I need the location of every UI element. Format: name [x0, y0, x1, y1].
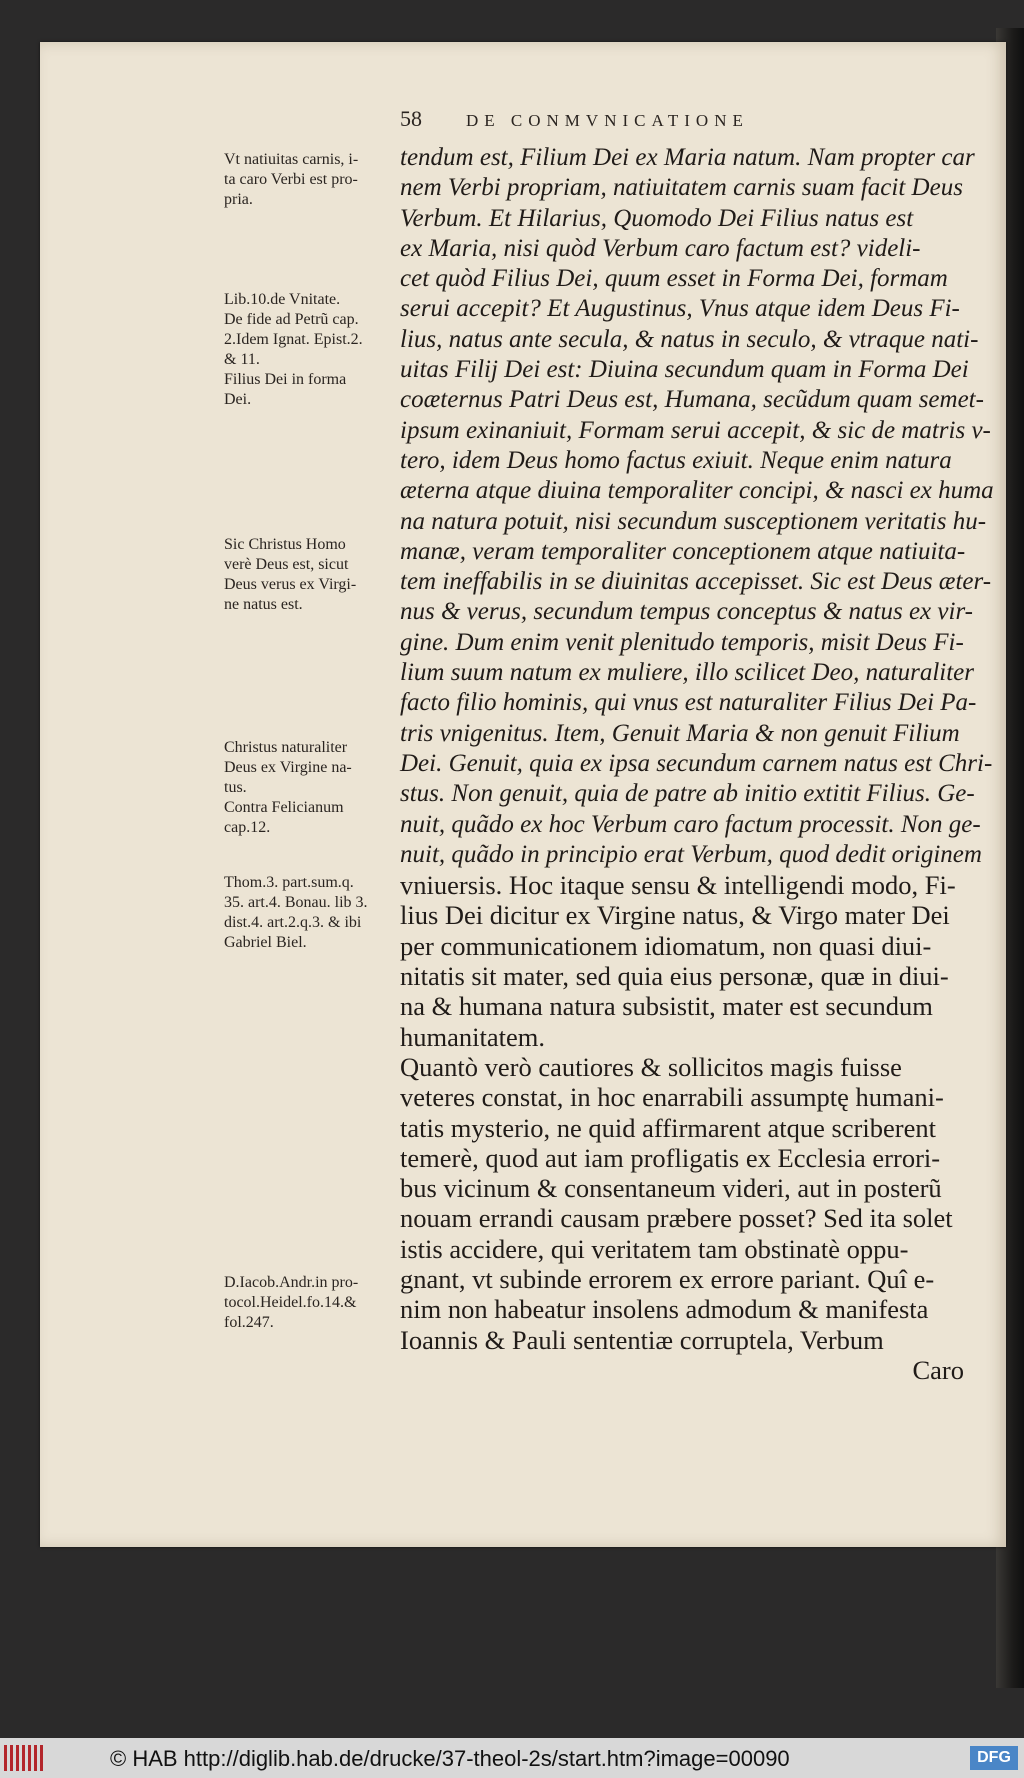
- note-line: fol.247.: [224, 1314, 274, 1331]
- note-line: cap.12.: [224, 819, 271, 836]
- note-line: D.Iacob.Andr.in pro-: [224, 1274, 359, 1291]
- text-line: lius Dei dicitur ex Virgine natus, & Virgo mater Dei: [400, 900, 950, 931]
- note-line: Filius Dei in forma: [224, 371, 347, 388]
- text-line: Verbum. Et Hilarius, Quomodo Dei Filius natus est: [400, 204, 914, 232]
- text-line: manæ, veram temporaliter conceptionem atque natiuita-: [400, 537, 966, 565]
- text-line: tris vnigenitus. Item, Genuit Maria & non genuit Filium: [400, 719, 960, 747]
- text-line: tero, idem Deus homo factus exiuit. Neque enim natura: [400, 446, 952, 474]
- note-line: Christus naturaliter: [224, 739, 348, 756]
- dfg-badge[interactable]: DFG: [970, 1746, 1018, 1770]
- note-line: & 11.: [224, 351, 260, 368]
- note-line: dist.4. art.2.q.3. & ibi: [224, 914, 362, 931]
- text-line: uitas Filij Dei est: Diuina secundum quam in Forma Dei: [400, 356, 969, 384]
- text-line: Ioannis & Pauli sententiæ corruptela, Verbum: [400, 1324, 884, 1355]
- text-line: humanitatem.: [400, 1021, 545, 1052]
- note-line: Sic Christus Homo: [224, 536, 346, 553]
- margin-note: [224, 150, 394, 210]
- note-line: Lib.10.de Vnitate.: [224, 291, 341, 308]
- text-line: ipsum exinaniuit, Formam serui accepit, & sic de matris v-: [400, 416, 991, 444]
- text-line: istis accidere, qui veritatem tam obstinatè oppu-: [400, 1233, 909, 1264]
- note-line: Vt natiuitas carnis, i-: [224, 151, 359, 168]
- margin-note: [224, 738, 394, 838]
- main-text: [400, 143, 994, 1385]
- text-line: nus & verus, secundum tempus conceptus & natus ex vir-: [400, 598, 973, 626]
- text-line: temerè, quod aut iam profligatis ex Ecclesia errori-: [400, 1142, 941, 1173]
- text-line: per communicationem idiomatum, non quasi diui-: [400, 930, 932, 961]
- note-line: 35. art.4. Bonau. lib 3.: [224, 894, 368, 911]
- note-line: verè Deus est, sicut: [224, 556, 349, 573]
- text-line: nim non habeatur insolens admodum & manifesta: [400, 1294, 929, 1325]
- catchword: Caro: [912, 1354, 964, 1385]
- note-line: pria.: [224, 191, 253, 208]
- running-head: [400, 106, 749, 132]
- note-line: ne natus est.: [224, 596, 303, 613]
- text-line: veteres constat, in hoc enarrabili assumptę humani-: [400, 1082, 944, 1113]
- page-number: 58: [400, 106, 422, 131]
- text-line: facto filio hominis, qui vnus est naturaliter Filius Dei Pa-: [400, 689, 977, 717]
- margin-note: [224, 1273, 394, 1333]
- note-line: tus.: [224, 779, 247, 796]
- margin-note: [224, 290, 394, 410]
- text-line: cet quòd Filius Dei, quum esset in Forma Dei, formam: [400, 265, 948, 293]
- note-line: Gabriel Biel.: [224, 934, 307, 951]
- text-line: na & humana natura subsistit, mater est secundum: [400, 991, 933, 1022]
- note-line: Dei.: [224, 391, 252, 408]
- text-line: na natura potuit, nisi secundum susceptionem veritatis hu-: [400, 507, 987, 535]
- margin-note: [224, 873, 394, 953]
- hab-logo-icon: [4, 1745, 44, 1771]
- text-line: gine. Dum enim venit plenitudo temporis, misit Deus Fi-: [400, 628, 964, 656]
- copyright-link[interactable]: © HAB http://diglib.hab.de/drucke/37-theol-2s/start.htm?image=00090: [110, 1746, 790, 1771]
- note-line: Thom.3. part.sum.q.: [224, 874, 354, 891]
- note-line: tocol.Heidel.fo.14.&: [224, 1294, 357, 1311]
- text-line: tatis mysterio, ne quid affirmarent atque scriberent: [400, 1112, 936, 1143]
- note-line: ta caro Verbi est pro-: [224, 171, 358, 188]
- text-line: bus vicinum & consentaneum videri, aut in posterũ: [400, 1173, 942, 1204]
- text-line: tem ineffabilis in se diuinitas accepisset. Sic est Deus æter-: [400, 568, 992, 596]
- running-title: DE CONMVNICATIONE: [466, 111, 749, 130]
- viewer-footer: [0, 1738, 1024, 1778]
- text-line: serui accepit? Et Augustinus, Vnus atque idem Deus Fi-: [400, 295, 960, 323]
- text-line: Dei. Genuit, quia ex ipsa secundum carnem natus est Chri-: [400, 749, 993, 777]
- text-line: æterna atque diuina temporaliter concipi, & nasci ex huma: [400, 477, 994, 505]
- text-line: ex Maria, nisi quòd Verbum caro factum est? videli-: [400, 234, 921, 262]
- text-line: Quantò verò cautiores & sollicitos magis fuisse: [400, 1051, 902, 1082]
- text-line: nitatis sit mater, sed quia eius personæ, quæ in diui-: [400, 961, 949, 992]
- text-line: tendum est, Filium Dei ex Maria natum. Nam propter car: [400, 144, 975, 171]
- text-line: lius, natus ante secula, & natus in seculo, & vtraque nati-: [400, 325, 979, 353]
- text-line: nem Verbi propriam, natiuitatem carnis suam facit Deus: [400, 174, 963, 202]
- note-line: Deus ex Virgine na-: [224, 759, 352, 776]
- note-line: Contra Felicianum: [224, 799, 344, 816]
- margin-note: [224, 535, 394, 615]
- text-line: lium suum natum ex muliere, illo scilicet Deo, naturaliter: [400, 659, 974, 687]
- note-line: 2.Idem Ignat. Epist.2.: [224, 331, 363, 348]
- note-line: Deus verus ex Virgi-: [224, 576, 357, 593]
- text-line: vniuersis. Hoc itaque sensu & intelligendi modo, Fi-: [400, 870, 956, 901]
- text-line: stus. Non genuit, quia de patre ab initio extitit Filius. Ge-: [400, 780, 975, 808]
- note-line: De fide ad Petrũ cap.: [224, 311, 359, 328]
- text-line: coæternus Patri Deus est, Humana, secũdum quam semet-: [400, 386, 984, 414]
- text-line: nuit, quãdo in principio erat Verbum, quod dedit originem: [400, 840, 982, 868]
- text-line: nuit, quãdo ex hoc Verbum caro factum processit. Non ge-: [400, 810, 981, 838]
- text-line: gnant, vt subinde errorem ex errore pariant. Quî e-: [400, 1263, 935, 1294]
- text-line: nouam errandi causam præbere posset? Sed ita solet: [400, 1203, 953, 1234]
